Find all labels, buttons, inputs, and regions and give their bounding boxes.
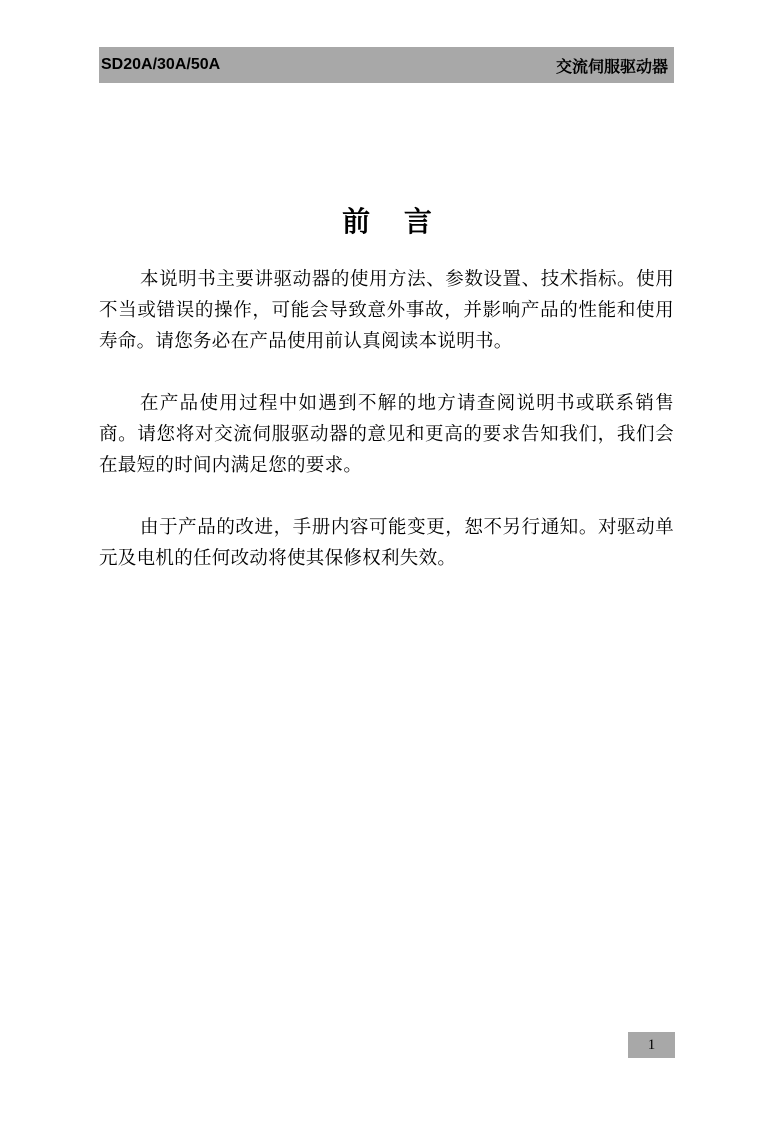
page-title: 前 言 bbox=[342, 205, 444, 238]
paragraph-1: 本说明书主要讲驱动器的使用方法、参数设置、技术指标。使用不当或错误的操作，可能会导致意外事故，并影响产品的性能和使用寿命。请您务必在产品使用前认真阅读本说明书。 bbox=[99, 269, 674, 352]
page-header bbox=[99, 47, 674, 83]
paragraph-2: 在产品使用过程中如遇到不解的地方请查阅说明书或联系销售商。请您将对交流伺服驱动器的意见和更高的要求告知我们，我们会在最短的时间内满足您的要求。 bbox=[99, 393, 674, 476]
paragraph-3: 由于产品的改进，手册内容可能变更，恕不另行通知。对驱动单元及电机的任何改动将使其保修权利失效。 bbox=[99, 517, 674, 569]
body-text bbox=[99, 264, 674, 605]
page-number: 1 bbox=[628, 1032, 675, 1058]
header-model: SD20A/30A/50A bbox=[101, 56, 221, 73]
header-product: 交流伺服驱动器 bbox=[555, 56, 668, 76]
